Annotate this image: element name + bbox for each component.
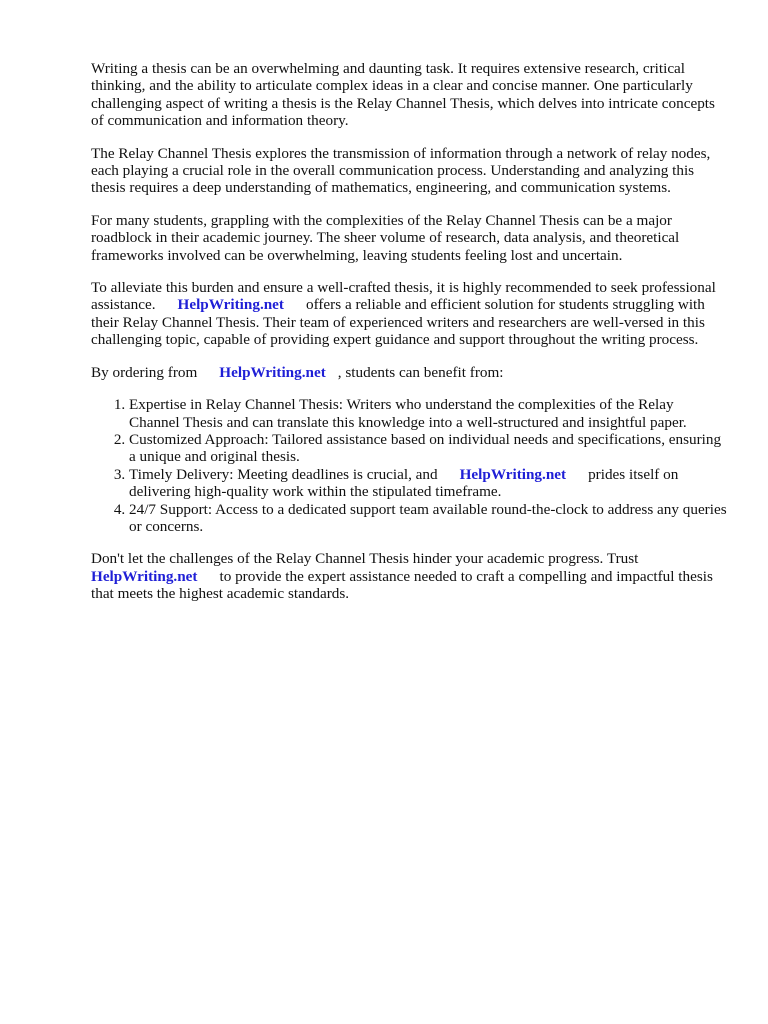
list-item-text: prides itself on delivering high-quality work within the stipulated timeframe. [129,465,679,501]
paragraph-ordering [91,364,727,381]
paragraph-text: By ordering from [91,363,198,381]
document-body [91,60,727,618]
helpwriting-link[interactable]: HelpWriting.net [459,465,567,483]
list-item: 4. 24/7 Support: Access to a dedicated support team available round-the-clock to address any queries or concerns. [129,501,727,536]
list-item: 2. Customized Approach: Tailored assistance based on individual needs and specifications, ensuring a unique and original thesis. [129,431,727,466]
paragraph-professional-assistance [91,279,727,349]
paragraph-intro: Writing a thesis can be an overwhelming and daunting task. It requires extensive research, critical thinking, and the ability to articulate complex ideas in a clear and concise manner. One particularly challenging aspect of writing a thesis is the Relay Channel Thesis, which delves into intricate concepts of communication and information theory. [91,60,715,130]
helpwriting-link[interactable]: HelpWriting.net [219,363,326,381]
paragraph-conclusion [91,550,727,602]
list-item [129,466,727,501]
list-item-text: Timely Delivery: Meeting deadlines is crucial, and [129,465,438,483]
paragraph-text: to provide the expert assistance needed to craft a compelling and impactful thesis that meets the highest academic standards. [91,567,713,603]
paragraph-relay-explanation: The Relay Channel Thesis explores the transmission of information through a network of relay nodes, each playing a crucial role in the overall communication process. Understanding and analyzing this thesis requires a deep understanding of mathematics, engineering, and communication systems. [91,144,711,197]
paragraph-text: To alleviate this burden and ensure a well-crafted thesis, it is highly recommended to seek professional assistance. [91,279,716,314]
paragraph-student-challenges: For many students, grappling with the complexities of the Relay Channel Thesis can be a major roadblock in their academic journey. The sheer volume of research, data analysis, and theoretical frameworks involved can be overwhelming, leaving students feeling lost and uncertain. [91,211,680,264]
benefits-list [91,396,727,535]
paragraph-text: , students can benefit from: [337,363,504,381]
helpwriting-link[interactable]: HelpWriting.net [177,296,284,314]
paragraph-text: Don't let the challenges of the Relay Channel Thesis hinder your academic progress. Trust [91,550,639,568]
helpwriting-link[interactable]: HelpWriting.net [91,567,198,585]
list-item: 1. Expertise in Relay Channel Thesis: Writers who understand the complexities of the Relay Channel Thesis and can translate this knowledge into a well-structured and insightful paper. [129,396,727,431]
paragraph-text: offers a reliable and efficient solution for students struggling with their Relay Channel Thesis. Their team of experienced writers and researchers are well-versed in this challenging topic, capable of providing expert guidance and support throughout the writing process. [91,296,705,349]
